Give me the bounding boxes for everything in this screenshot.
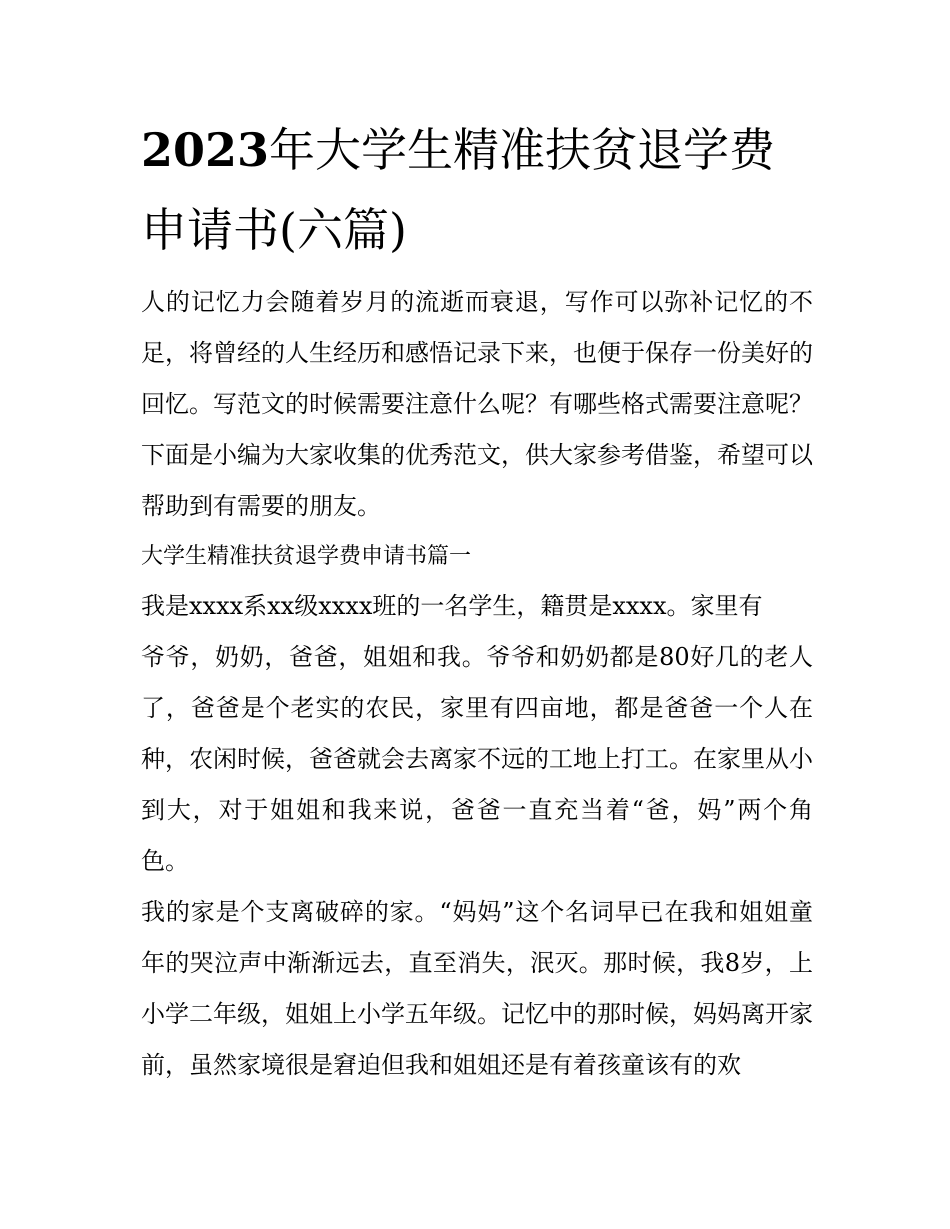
paragraph-2: 我的家是个支离破碎的家。“妈妈”这个名词早已在我和姐姐童年的哭泣声中渐渐远去，直至消失，泯灭。那时候，我8岁，上小学二年级，姐姐上小学五年级。记忆中的那时候，妈妈离开家前，虽然家境很是窘迫但我和姐姐还是有着孩童该有的欢 <box>141 898 813 1079</box>
paragraph-1-first-line: 我是xxxx系xx级xxxx班的一名学生，籍贯是xxxx。家里有 <box>141 592 763 620</box>
title-year: 2023 <box>141 123 270 177</box>
document-body <box>141 277 813 1091</box>
section-heading: 大学生精准扶贫退学费申请书篇一 <box>141 544 472 569</box>
paragraph-1-body: 爷爷，奶奶，爸爸，姐姐和我。爷爷和奶奶都是80好几的老人了，爸爸是个老实的农民，家里有四亩地，都是爸爸一个人在种，农闲时候，爸爸就会去离家不远的工地上打工。在家里从小到大，对于姐姐和我来说，爸爸一直充当着“爸，妈”两个角色。 <box>141 643 813 875</box>
document-title <box>141 110 821 270</box>
intro-paragraph: 人的记忆力会随着岁月的流逝而衰退，写作可以弥补记忆的不足，将曾经的人生经历和感悟记录下来，也便于保存一份美好的回忆。写范文的时候需要注意什么呢？有哪些格式需要注意呢？下面是小编为大家收集的优秀范文，供大家参考借鉴，希望可以帮助到有需要的朋友。 <box>141 288 813 520</box>
title-text: 年大学生精准扶贫退学费申请书(六篇) <box>141 123 776 257</box>
